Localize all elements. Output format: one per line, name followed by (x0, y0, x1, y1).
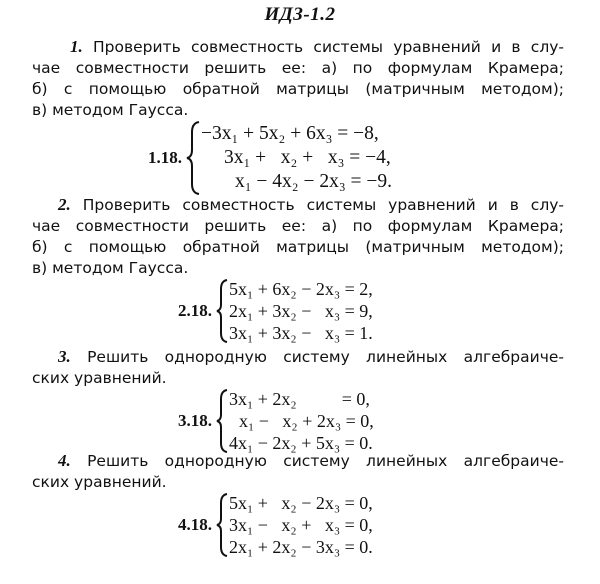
task-1-line-2: чае совместности решить ее: а) по формулам Крамера; (32, 59, 564, 77)
equation-1-18-1: −3x₁ + 5x₂ + 6x₃ = −8, (201, 123, 379, 144)
task-2-text (32, 194, 564, 279)
task-1-line-3: б) с помощью обратной матрицы (матричным методом); (32, 80, 564, 98)
equation-3-18-1: 3x₁ + 2x₂ = 0, (229, 389, 370, 409)
task-1-line-4: в) методом Гаусса. (32, 101, 189, 119)
system-4-18-label: 4.18. (178, 515, 212, 534)
task-1-line-1: Проверить совместность системы уравнений и в слу- (93, 38, 564, 56)
task-2-number: 2. (58, 195, 71, 214)
equation-2-18-3: 3x₁ + 3x₂ − x₃ = 1. (229, 323, 373, 343)
left-brace-icon (215, 278, 229, 344)
equation-4-18-3: 2x₁ + 2x₂ − 3x₃ = 0. (229, 537, 373, 557)
equation-1-18-3: x₁ − 4x₂ − 2x₃ = −9. (235, 171, 393, 192)
system-1-18 (148, 120, 392, 196)
task-1-number: 1. (70, 37, 83, 56)
left-brace-icon (185, 120, 201, 196)
task-4-line-1: Решить однородную систему линейных алгебраиче- (87, 452, 564, 470)
task-4-number: 4. (58, 451, 71, 470)
system-1-18-label: 1.18. (148, 148, 182, 167)
task-3-number: 3. (58, 347, 71, 366)
equation-4-18-2: 3x₁ − x₂ + x₃ = 0, (229, 515, 373, 535)
task-4-text (32, 450, 564, 493)
task-2-line-1: Проверить совместность системы уравнений и в слу- (82, 196, 565, 214)
equation-4-18-1: 5x₁ + x₂ − 2x₃ = 0, (229, 493, 373, 513)
task-4-line-2: ских уравнений. (32, 473, 167, 491)
equation-1-18-2: 3x₁ + x₂ + x₃ = −4, (224, 147, 391, 168)
system-4-18 (178, 492, 373, 558)
task-2-line-2: чае совместности решить ее: а) по формулам Крамера; (32, 217, 564, 235)
system-3-18 (178, 388, 374, 454)
equation-3-18-3: 4x₁ − 2x₂ + 5x₃ = 0. (229, 433, 373, 453)
page-title: ИДЗ-1.2 (264, 4, 336, 25)
equation-3-18-2: x₁ − x₂ + 2x₃ = 0, (239, 411, 374, 431)
system-2-18 (178, 278, 373, 344)
task-2-line-4: в) методом Гаусса. (32, 259, 189, 277)
task-2-line-3: б) с помощью обратной матрицы (матричным методом); (32, 238, 564, 256)
left-brace-icon (215, 492, 229, 558)
task-3-text (32, 346, 564, 389)
task-3-line-2: ских уравнений. (32, 369, 167, 387)
equation-2-18-2: 2x₁ + 3x₂ − x₃ = 9, (229, 301, 373, 321)
task-3-line-1: Решить однородную систему линейных алгебраиче- (87, 348, 564, 366)
system-2-18-label: 2.18. (178, 301, 212, 320)
left-brace-icon (215, 388, 229, 454)
task-1-text (32, 36, 564, 121)
system-3-18-label: 3.18. (178, 411, 212, 430)
equation-2-18-1: 5x₁ + 6x₂ − 2x₃ = 2, (229, 279, 373, 299)
